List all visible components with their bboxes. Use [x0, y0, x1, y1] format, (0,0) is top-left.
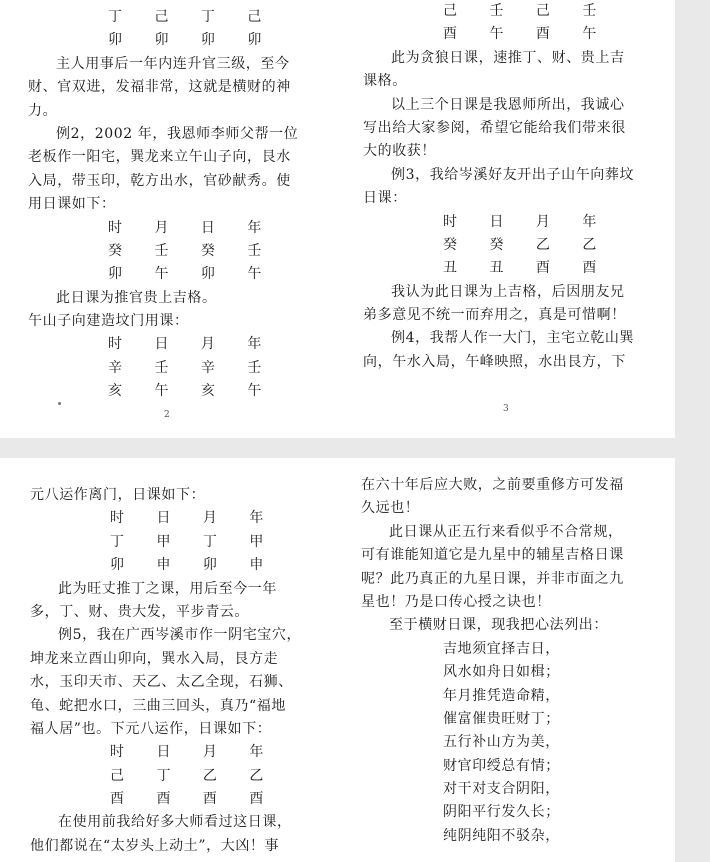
text-line: 课格。: [363, 73, 407, 90]
verse-line: 吉地须宜择吉日，: [443, 640, 560, 657]
text-line: 主人用事后一年内连升官三级，至今: [56, 55, 290, 72]
verse-line: 阴阳平行发久长；: [443, 804, 560, 821]
text-line: 此日课为推官贵上吉格。: [56, 289, 217, 306]
pillar-row: 时 日 月 年: [110, 510, 278, 527]
pillar-row: 辛 壬 辛 壬: [108, 359, 276, 376]
text-line: 用日课如下：: [28, 196, 116, 213]
text-line: 向，午水入局，午峰映照，水出艮方，下: [363, 353, 626, 370]
text-line: 多，丁、财、贵大发，平步青云。: [30, 603, 249, 620]
page-number: 3: [503, 404, 509, 414]
text-line: 此日课从正五行来看似乎不合常规，: [389, 523, 623, 540]
text-line: 此为旺丈推丁之课，用后至今一年: [58, 580, 277, 597]
text-line: 在六十年后应大败，之前要重修方可发福: [361, 477, 624, 493]
text-line: 弟多意见不统一而弃用之，真是可惜啊！: [363, 307, 626, 324]
book-page-4: [0, 458, 355, 862]
text-line: 我认为此日课为上吉格，后因朋友兄: [391, 283, 625, 300]
pillar-row: 己 壬 己 壬: [443, 3, 611, 19]
pillar-row: 癸 癸 乙 乙: [443, 236, 611, 253]
text-line: 财、官双进，发福非常，这就是横财的神: [28, 79, 291, 96]
verse-line: 年月推凭造命精，: [443, 687, 560, 704]
book-page-5: [355, 458, 675, 862]
text-line: 星也！乃是口传心授之诀也！: [361, 593, 551, 610]
verse-line: 对干对支合阴阳，: [443, 781, 560, 798]
book-page-2: [0, 0, 355, 438]
text-line: 福人居”也。下元八运作，日课如下：: [30, 720, 272, 737]
pillar-row: 卯 午 卯 午: [108, 266, 276, 283]
book-page-3: [355, 0, 675, 438]
pillar-row: 丁 甲 丁 甲: [110, 533, 278, 550]
text-line: 力。: [28, 102, 58, 119]
text-line: 龟、蛇把水口，三曲三回头，真乃“福地: [30, 697, 286, 714]
verse-line: 财官印绶总有情；: [443, 757, 560, 774]
pillar-row: 卯 卯 卯 卯: [108, 32, 276, 49]
pillar-row: 丁 己 丁 己: [108, 9, 276, 25]
scan-speck: [58, 402, 61, 405]
text-line: 在使用前我给好多大师看过这日课，: [58, 814, 292, 831]
text-line: 例5，我在广西岑溪市作一阴宅宝穴，: [58, 627, 302, 644]
verse-line: 催富催贵旺财丁；: [443, 710, 560, 727]
text-line: 日课：: [363, 190, 407, 207]
text-line: 例2，2002 年，我恩师李师父帮一位: [56, 125, 299, 142]
page-text-column: [361, 474, 647, 848]
text-line: 久远也！: [361, 500, 420, 517]
text-line: 他们都说在“太岁头上动土”，大凶！事: [30, 837, 280, 854]
verse-line: 纯阴纯阳不驳杂，: [443, 827, 560, 844]
pillar-row: 丑 丑 酉 酉: [443, 260, 611, 277]
pillar-row: 时 日 月 年: [108, 336, 276, 353]
text-line: 呢？此乃真正的九星日课，并非市面之九: [361, 570, 624, 587]
pillar-row: 己 丁 乙 乙: [110, 767, 278, 784]
text-line: 以上三个日课是我恩师所出，我诚心: [391, 96, 625, 113]
text-line: 老板作一阳宅，巽龙来立午山子向，艮水: [28, 149, 291, 166]
verse-line: 五行补山方为美，: [443, 734, 560, 751]
text-line: 至于横财日课，现我把心法列出：: [389, 617, 608, 634]
pillar-row: 亥 午 亥 午: [108, 383, 276, 400]
text-line: 水，玉印天市、天乙、太乙全现，石狮、: [30, 674, 293, 691]
text-line: 元八运作离门，日课如下：: [30, 487, 206, 503]
pillar-row: 时 日 月 年: [110, 744, 278, 761]
text-line: 此为贪狼日课，速推丁、财、贵上吉: [391, 49, 625, 66]
pillar-row: 卯 申 卯 申: [110, 557, 278, 574]
page-text-column: [28, 6, 310, 404]
text-line: 例3，我给岑溪好友开出子山午向葬坟: [391, 166, 635, 183]
pillar-row: 时 月 日 年: [108, 219, 276, 236]
pillar-row: 癸 壬 癸 壬: [108, 242, 276, 259]
text-line: 午山子向建造坟门用课：: [28, 313, 189, 330]
text-line: 坤龙来立酉山卯向，巽水入局，艮方走: [30, 650, 279, 667]
pillar-row: 酉 酉 酉 酉: [110, 791, 278, 808]
text-line: 可有谁能知道它是九星中的辅星吉格日课: [361, 547, 624, 564]
text-line: 大的收获！: [363, 143, 436, 160]
pillar-row: 酉 午 酉 午: [443, 26, 611, 43]
page-text-column: [30, 484, 312, 858]
page-number: 2: [164, 410, 170, 420]
text-line: 例4，我帮人作一大门，主宅立乾山巽: [391, 330, 635, 347]
verse-line: 风水如舟日如楫；: [443, 664, 560, 681]
text-line: 入局，带玉印，乾方出水，官砂献秀。使: [28, 172, 291, 189]
text-line: 写出给大家参阅，希望它能给我们带来很: [363, 119, 626, 136]
pillar-row: 时 日 月 年: [443, 213, 611, 230]
page-text-column: [363, 0, 649, 374]
